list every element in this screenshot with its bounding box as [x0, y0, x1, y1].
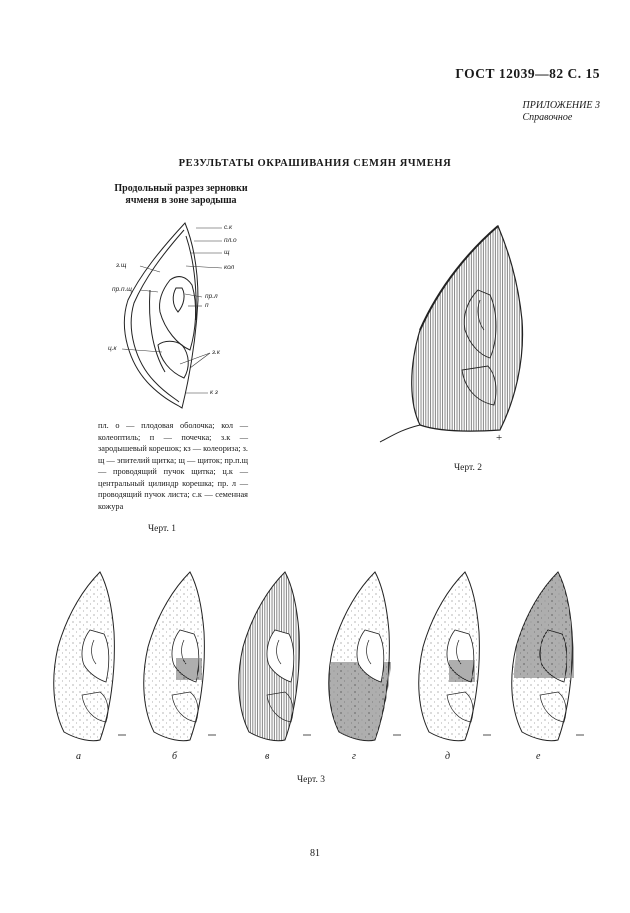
main-title: РЕЗУЛЬТАТЫ ОКРАШИВАНИЯ СЕМЯН ЯЧМЕНЯ	[178, 158, 452, 169]
label-kz: к з	[210, 389, 218, 396]
fig3-grain-a	[50, 570, 130, 750]
label-ppl: пр.л	[205, 293, 218, 300]
figure3-caption: Черт. 3	[297, 775, 325, 785]
fig3-letter-v: в	[265, 751, 270, 762]
figure1-title-line2: ячменя в зоне зародыша	[125, 195, 237, 206]
label-ppo: пл.о	[224, 237, 237, 244]
label-tsk: ц.к	[108, 345, 117, 352]
fig3-letter-a: а	[76, 751, 81, 762]
fig3-letter-e: е	[536, 751, 541, 762]
appendix-title: ПРИЛОЖЕНИЕ 3	[522, 100, 600, 111]
figure1-caption: Черт. 1	[148, 524, 176, 534]
appendix-type: Справочное	[522, 112, 573, 123]
label-shch: щ	[224, 249, 230, 256]
label-zk: з.к	[212, 349, 220, 356]
label-kol: кол	[224, 264, 235, 271]
label-zshch: з.щ	[116, 262, 127, 269]
figure1-title-line1: Продольный разрез зерновки	[114, 183, 248, 194]
figure2-plus: +	[496, 432, 503, 444]
figure1-legend: пл. о — плодовая оболочка; кол — колеоптиль; п — почечка; з.к — зародышевый корешок; кз — колеориза; з. щ — эпителий щитка; щ — щиток; пр.п.щ — проводящий пучок щитка; ц.к — центральный цилиндр корешка; пр. л — проводящий пучок листа; с.к — семенная кожура	[98, 421, 248, 511]
page-number: 81	[310, 848, 320, 859]
fig3-grain-b	[140, 570, 220, 750]
fig3-grain-v	[235, 570, 315, 750]
figure2-caption: Черт. 2	[454, 463, 482, 473]
fig3-grain-g	[325, 570, 405, 750]
label-prpshch: пр.п.щ	[112, 286, 132, 293]
label-p: п	[205, 302, 209, 309]
standard-header: ГОСТ 12039—82 С. 15	[455, 66, 600, 81]
fig3-grain-d	[415, 570, 495, 750]
fig3-letter-d: д	[445, 751, 451, 762]
label-sk: с.к	[224, 224, 233, 231]
fig3-letter-g: г	[352, 751, 356, 762]
fig3-letter-b: б	[172, 751, 178, 762]
fig3-grain-e	[508, 570, 588, 750]
